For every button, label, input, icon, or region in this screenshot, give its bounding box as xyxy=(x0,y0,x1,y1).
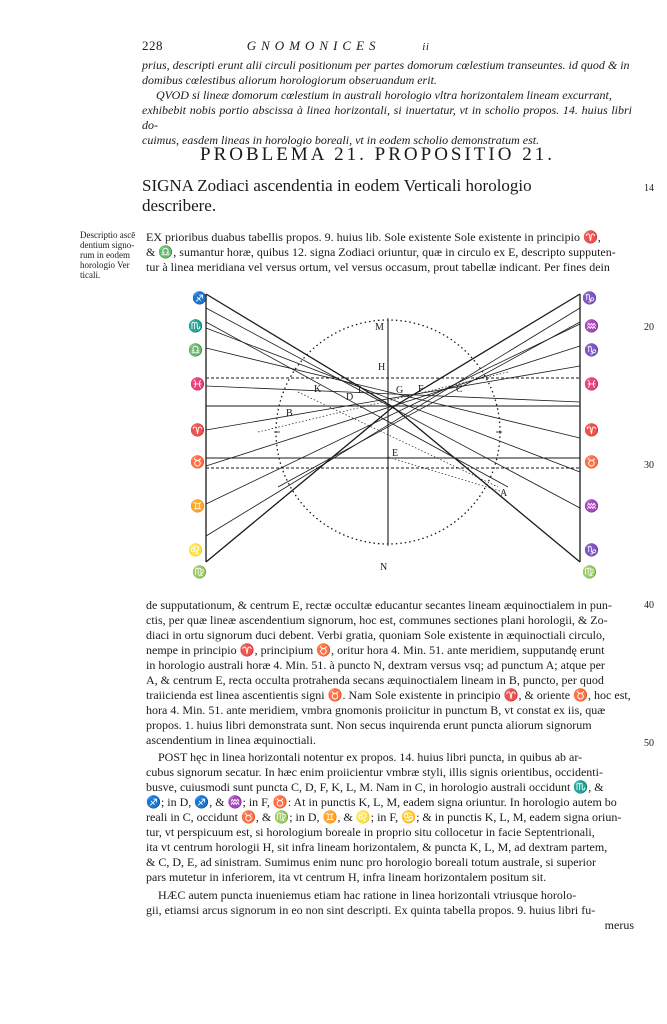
margin-line: ticali. xyxy=(80,270,101,280)
right-signs xyxy=(582,291,599,579)
text-line: cuimus, easdem lineas in horologio boreali, vt in eodem scholio demonstratum est. xyxy=(142,133,540,147)
text-line: ctis, per quæ lineæ ascendentium signorum, hoc est, communes sectiones plani horologii, & Zo- xyxy=(146,613,608,627)
text-line: HÆC autem puncta inueniemus etiam hac ratione in linea horizontali vtriusque horolo- xyxy=(158,888,577,902)
text-line: propos. 1. huius libri demonstrata sunt. Non secus inquirenda erunt puncta aliorum signorum xyxy=(146,718,592,732)
margin-line: Descriptio ascē xyxy=(80,230,136,240)
sign-right: ♍ xyxy=(582,565,597,579)
text-line: ♐; in D, ♐, & ♒; in F, ♉: At in punctis K, L, M, eadem signa oriuntur. In horologio autem bo xyxy=(146,795,617,809)
text-line: cubus signorum secatur. In hæc enim proiicientur vmbræ styli, illis signis orientibus, occidenti- xyxy=(146,765,603,779)
sign-left: ♊ xyxy=(190,499,205,513)
text-line: tur, vt perspicuum est, si horologium boreale in proprio situ collocetur in facie Septentrionali, xyxy=(146,825,595,839)
text-line: reali in C, occidunt ♉, & ♍; in D, ♊, & ♌; in F, ♋; & in punctis K, L, M, eadem signa oriun- xyxy=(146,810,622,824)
text-line: POST hęc in linea horizontali notentur ex propos. 14. huius libri puncta, in quibus ab ar- xyxy=(158,750,583,764)
text-line: gii, etiamsi arcus signorum in eo non sint descripti. Ex quinta tabella propos. 9. huius libri fu- xyxy=(146,903,596,917)
text-line: EX prioribus duabus tabellis propos. 9. huius lib. Sole existente Sole existente in principio ♈, xyxy=(146,230,601,244)
sign-left: ♈ xyxy=(190,423,205,437)
text-line: ascendentium in linea æquinoctiali. xyxy=(146,733,316,747)
label-K: K xyxy=(314,384,322,395)
sign-left: ♓ xyxy=(190,377,205,391)
label-N: N xyxy=(380,562,388,573)
label-G: G xyxy=(396,385,404,396)
margin-number: 14 xyxy=(644,183,654,194)
catchword: merus xyxy=(604,918,634,932)
paragraph-post xyxy=(146,750,634,885)
text-line: pars mutetur in inferiorem, ita vt centrum H, infra lineam horizontalem positum sit. xyxy=(146,870,547,884)
sign-left: ♌ xyxy=(188,543,203,557)
label-H: H xyxy=(378,362,386,373)
paragraph-after-figure xyxy=(146,598,634,748)
text-line: QVOD si lineæ domorum cœlestium in australi horologio vltra horizontalem lineam excurrant, xyxy=(156,88,612,102)
margin-number: 30 xyxy=(644,460,654,471)
text-line: busve, cuiusmodi sunt puncta C, D, F, K, L, M. Nam in C, in horologio australi occidunt ♏, & xyxy=(146,780,604,794)
sign-right: ♒ xyxy=(584,499,599,513)
sign-right: ♓ xyxy=(584,377,599,391)
label-L: L xyxy=(358,385,365,396)
sign-lines xyxy=(206,308,580,536)
running-title: GNOMONICES xyxy=(246,38,381,53)
sign-right: ♉ xyxy=(584,455,599,469)
text-line: diaci in ortu signorum duci debent. Verbi gratia, quoniam Sole existente in æquinoctiali circulo, xyxy=(146,628,606,642)
subtitle-line-1: SIGNA Zodiaci ascendentia in eodem Verticali horologio xyxy=(142,176,532,195)
text-line: tur à linea meridiana vel versus ortum, vel versus occasum, prout tabellæ indicant. Per fines dein xyxy=(146,260,610,274)
text-line: prius, descripti erunt alii circuli positionum per partes domorum cœlestium transeuntes. id quod & in xyxy=(142,58,630,72)
margin-number: 40 xyxy=(644,600,654,611)
sign-right: ♑ xyxy=(584,543,599,557)
frame-lines xyxy=(206,294,580,562)
sign-left: ♏ xyxy=(188,319,203,333)
text-line: ita vt centrum horologii H, sit infra lineam horizontalem, & puncta K, L, M, ad dextram partem, xyxy=(146,840,608,854)
label-D: D xyxy=(346,392,354,403)
text-line: & ♎, sumantur horæ, quibus 12. signa Zodiaci oriuntur, quæ in circulo ex E, descripto supputen- xyxy=(146,245,616,259)
page-number: 228 xyxy=(142,38,163,53)
text-line: exhibebit nobis portio abscissa à linea horizontali, si inuertatur, vt in scholio propos. 14. huius libri do- xyxy=(142,103,632,132)
sign-right: ♒ xyxy=(584,319,599,333)
margin-line: horologio Ver xyxy=(80,260,130,270)
label-B: B xyxy=(286,408,293,419)
margin-line: dentium signo- xyxy=(80,240,135,250)
sundial-diagram xyxy=(178,282,608,592)
text-line: nempe in principio ♈, principium ♉, oritur hora 4. Min. 51. ante meridiem, supputandę erunt xyxy=(146,643,605,657)
label-M: M xyxy=(375,322,384,333)
left-signs xyxy=(188,291,207,579)
sign-right: ♑ xyxy=(584,343,599,357)
sign-right: ♈ xyxy=(584,423,599,437)
paragraph-haec xyxy=(146,888,634,933)
label-C: C xyxy=(456,384,463,395)
text-line: & C, D, E, ad sinistram. Sumimus enim nunc pro horologio boreali totum australe, si superior xyxy=(146,855,596,869)
text-line: in horologio australi horæ 4. Min. 51. à puncto N, dextram versus vsq; ad punctum A; atque per xyxy=(146,658,605,672)
label-E: E xyxy=(392,448,399,459)
sign-left: ♍ xyxy=(192,565,207,579)
text-line: de supputationum, & centrum E, rectæ occultæ educantur secantes lineam æquinoctialem in pun- xyxy=(146,598,612,612)
label-A: A xyxy=(500,488,508,499)
sign-left: ♉ xyxy=(190,455,205,469)
sign-left: ♐ xyxy=(192,291,207,305)
intro-paragraph xyxy=(146,230,636,275)
text-line: A, & centrum E, recta occulta protrahenda secans æquinoctialem lineam in B, puncto, per quod xyxy=(146,673,604,687)
subtitle-line-2: describere. xyxy=(142,196,217,215)
sign-left: ♎ xyxy=(188,343,203,357)
margin-number: 50 xyxy=(644,738,654,749)
text-line: hora 4. Min. 51. ante meridiem, vmbra gnomonis proiicitur in punctum B, vt constat ex iis, quæ xyxy=(146,703,606,717)
margin-note xyxy=(80,230,140,280)
text-line: domibus cœlestibus aliorum horologiorum obseruandum erit. xyxy=(142,73,437,87)
top-paragraph xyxy=(142,58,632,148)
label-F: F xyxy=(418,384,424,395)
margin-number: 20 xyxy=(644,322,654,333)
margin-line: rum in eodem xyxy=(80,250,130,260)
signature-mark: ii xyxy=(422,41,430,53)
text-line: traiicienda est linea ascentientis signi ♉. Nam Sole existente in principio ♈, & oriente ♉, hoc est, xyxy=(146,688,631,702)
sign-right: ♑ xyxy=(582,291,597,305)
page-header xyxy=(142,38,429,54)
problem-title: PROBLEMA 21. PROPOSITIO 21. xyxy=(200,144,555,165)
